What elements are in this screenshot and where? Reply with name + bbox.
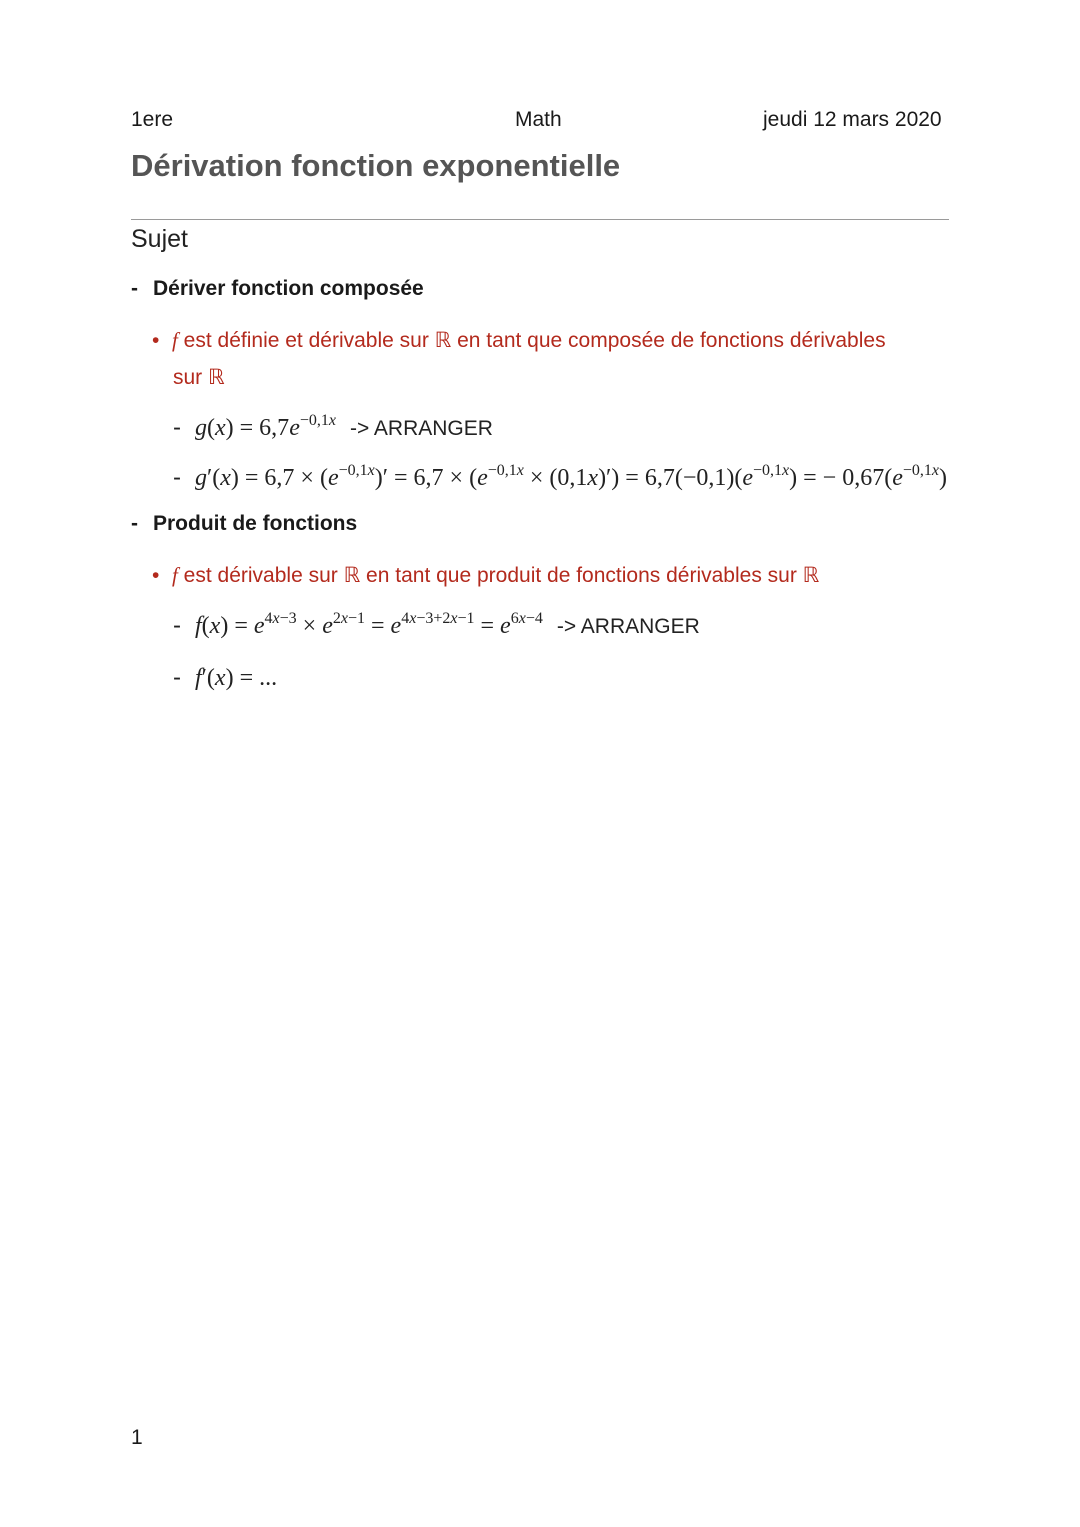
bullet-text-line2: sur ℝ <box>173 366 225 389</box>
subject-heading: Sujet <box>131 225 188 253</box>
dash-marker: - <box>173 612 181 639</box>
dash-marker: - <box>131 512 138 535</box>
page-title: Dérivation fonction exponentielle <box>131 148 621 183</box>
bullet-icon: • <box>152 564 160 587</box>
header-date-label: jeudi 12 mars 2020 <box>763 108 942 131</box>
arranger-note: -> ARRANGER <box>349 417 493 440</box>
bullet-function-var: f <box>172 563 178 587</box>
section-product-title: Produit de fonctions <box>153 512 358 535</box>
page-number: 1 <box>131 1426 143 1449</box>
equation-f-derivative-rest: = ... <box>233 665 278 691</box>
dash-marker: - <box>131 277 138 300</box>
dash-marker: - <box>173 664 181 691</box>
equation-g-derivative: - $g'(x) = 6,7 \times (e^{-0,1x})' = 6,7 \times (e^{-0,1x} \times (0,1x)') = 6,7(-0,1)(e^{-0,1x})$ = − $0,67(e^{-0,1x})$ <box>173 462 947 491</box>
section-composed-title: Dériver fonction composée <box>153 277 424 300</box>
bullet-text: est dérivable sur ℝ en tant que produit de fonctions dérivables sur ℝ <box>177 564 820 587</box>
bullet-text-line1: est définie et dérivable sur ℝ en tant que composée de fonctions dérivables <box>177 329 886 352</box>
equation-f-derivative: - f′(x) = ... <box>173 664 278 691</box>
dash-marker: - <box>173 464 181 491</box>
equation-g-definition: - $g(x) = 6,7e^{-0,1x}$ -> ARRANGER <box>173 412 493 441</box>
equation-f-definition: - $f(x) = e^{4x-3} \times e^{2x-1} = e^{4x-3+2x-1} = e^{6x-4}$ -> ARRANGER <box>173 610 700 639</box>
bullet-function-var: f <box>172 328 178 352</box>
section-composed-bullet <box>152 328 886 353</box>
section-product-heading <box>131 512 357 536</box>
section-composed-heading <box>131 277 424 301</box>
header-subject-label: Math <box>515 108 562 131</box>
title-divider <box>131 219 949 220</box>
bullet-icon: • <box>152 329 160 352</box>
header-class-label: 1ere <box>131 108 174 131</box>
dash-marker: - <box>173 414 181 441</box>
section-product-bullet <box>152 563 819 588</box>
arranger-note: -> ARRANGER <box>556 615 700 638</box>
